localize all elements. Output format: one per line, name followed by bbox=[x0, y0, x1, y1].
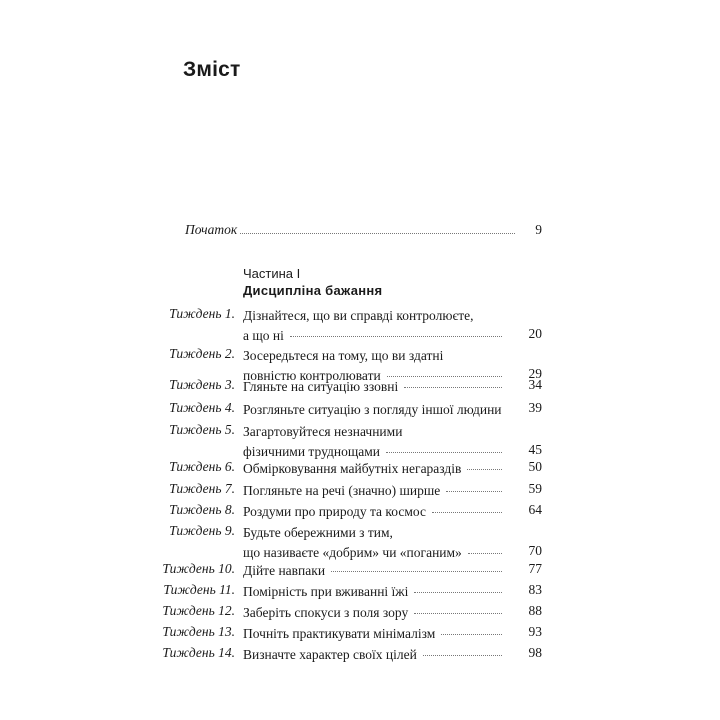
leader-dots bbox=[414, 613, 502, 614]
toc-entry-week-9 bbox=[0, 523, 720, 560]
toc-entry-title-line: Визначте характер своїх цілей bbox=[243, 647, 417, 662]
leader-dots bbox=[290, 336, 502, 337]
toc-entry-page: 77 bbox=[528, 561, 542, 576]
toc-entry-week-11 bbox=[0, 582, 720, 604]
leader-dots bbox=[414, 592, 502, 593]
toc-entry-week-14 bbox=[0, 645, 720, 667]
toc-entry-label: Тиждень 5. bbox=[169, 422, 235, 437]
toc-entry-label: Тиждень 11. bbox=[163, 582, 235, 597]
toc-entry-week-4 bbox=[0, 400, 720, 422]
leader-dots bbox=[240, 233, 515, 234]
toc-entry-week-8 bbox=[0, 502, 720, 524]
toc-entry-title-line: Погляньте на речі (значно) ширше bbox=[243, 483, 441, 498]
toc-entry-week-12 bbox=[0, 603, 720, 625]
leader-dots bbox=[331, 571, 502, 572]
toc-entry-page: 20 bbox=[528, 326, 542, 341]
toc-entry-label: Тиждень 6. bbox=[169, 459, 235, 474]
toc-entry-title-line: Дізнайтеся, що ви справді контролюєте, bbox=[243, 308, 474, 323]
part-label: Частина I bbox=[243, 266, 301, 281]
toc-entry-title-line: Заберіть спокуси з поля зору bbox=[243, 605, 409, 620]
toc-entry-title bbox=[243, 481, 508, 501]
toc-entry-week-6 bbox=[0, 459, 720, 481]
toc-entry-title-line: Загартовуйтеся незначними bbox=[243, 424, 403, 439]
toc-entry-title-line: фізичними труднощами bbox=[243, 444, 380, 459]
toc-entry-title-line: Зосередьтеся на тому, що ви здатні bbox=[243, 348, 444, 363]
toc-entry-title bbox=[243, 624, 508, 644]
toc-entry-page: 70 bbox=[528, 543, 542, 558]
toc-entry-title-line: Роздуми про природу та космос bbox=[243, 504, 427, 519]
toc-entry-page: 29 bbox=[528, 366, 542, 381]
toc-entry-start bbox=[0, 222, 720, 244]
page-title: Зміст bbox=[183, 58, 241, 81]
toc-entry-title-line: а що ні bbox=[243, 328, 284, 343]
toc-entry-title-line: Дійте навпаки bbox=[243, 563, 326, 578]
toc-entry-title bbox=[243, 523, 508, 563]
toc-entry-label: Тиждень 7. bbox=[169, 481, 235, 496]
toc-entry-title bbox=[243, 502, 508, 522]
toc-entry-title bbox=[243, 459, 508, 479]
leader-dots bbox=[441, 634, 502, 635]
part-title: Дисципліна бажання bbox=[243, 283, 383, 298]
toc-entry-page: 83 bbox=[528, 582, 542, 597]
toc-entry-page: 64 bbox=[528, 502, 542, 517]
toc-entry-title bbox=[243, 603, 508, 623]
toc-entry-label: Тиждень 12. bbox=[162, 603, 235, 618]
toc-entry-page: 93 bbox=[528, 624, 542, 639]
toc-entry-title-line: що називаєте «добрим» чи «поганим» bbox=[243, 545, 462, 560]
toc-entry-title-line: Будьте обережними з тим, bbox=[243, 525, 393, 540]
toc-entry-week-3 bbox=[0, 377, 720, 399]
toc-entry-week-1 bbox=[0, 306, 720, 343]
toc-entry-title bbox=[243, 377, 508, 397]
toc-entry-label: Тиждень 3. bbox=[169, 377, 235, 392]
toc-entry-label: Початок bbox=[185, 222, 238, 237]
leader-dots bbox=[423, 655, 502, 656]
leader-dots bbox=[446, 491, 502, 492]
toc-entry-week-13 bbox=[0, 624, 720, 646]
toc-entry-title bbox=[243, 645, 508, 665]
toc-entry-page: 88 bbox=[528, 603, 542, 618]
toc-entry-page: 50 bbox=[528, 459, 542, 474]
toc-entry-week-10 bbox=[0, 561, 720, 583]
toc-entry-title-line: Помірність при вживанні їжі bbox=[243, 584, 409, 599]
leader-dots bbox=[404, 387, 502, 388]
toc-entry-week-5 bbox=[0, 422, 720, 459]
toc-entry-label: Тиждень 8. bbox=[169, 502, 235, 517]
toc-entry-title bbox=[243, 582, 508, 602]
toc-entry-title bbox=[243, 561, 508, 581]
leader-dots bbox=[386, 452, 502, 453]
toc-entry-week-2 bbox=[0, 346, 720, 383]
toc-entry-title-line: Гляньте на ситуацію ззовні bbox=[243, 379, 399, 394]
toc-entry-title-line: Обмірковування майбутніх негараздів bbox=[243, 461, 462, 476]
toc-entry-title-line: Почніть практикувати мінімалізм bbox=[243, 626, 436, 641]
toc-entry-label: Тиждень 4. bbox=[169, 400, 235, 415]
toc-entry-page: 45 bbox=[528, 442, 542, 457]
toc-entry-week-7 bbox=[0, 481, 720, 503]
toc-entry-page: 98 bbox=[528, 645, 542, 660]
toc-entry-label: Тиждень 2. bbox=[169, 346, 235, 361]
toc-entry-label: Тиждень 14. bbox=[162, 645, 235, 660]
toc-entry-page: 34 bbox=[528, 377, 542, 392]
toc-entry-title bbox=[243, 306, 508, 346]
toc-entry-title bbox=[243, 400, 508, 420]
toc-entry-page: 59 bbox=[528, 481, 542, 496]
toc-entry-label: Тиждень 10. bbox=[162, 561, 235, 576]
toc-entry-title-line: Розгляньте ситуацію з погляду іншої людини bbox=[243, 402, 502, 417]
toc-entry-title bbox=[243, 422, 508, 462]
toc-entry-page: 39 bbox=[528, 400, 542, 415]
leader-dots bbox=[468, 553, 502, 554]
leader-dots bbox=[467, 469, 502, 470]
toc-entry-label: Тиждень 9. bbox=[169, 523, 235, 538]
toc-entry-label: Тиждень 13. bbox=[162, 624, 235, 639]
toc-entry-page: 9 bbox=[535, 222, 542, 237]
toc-entry-label: Тиждень 1. bbox=[169, 306, 235, 321]
toc-entry-title-line: повністю контролювати bbox=[243, 368, 381, 383]
leader-dots bbox=[432, 512, 502, 513]
